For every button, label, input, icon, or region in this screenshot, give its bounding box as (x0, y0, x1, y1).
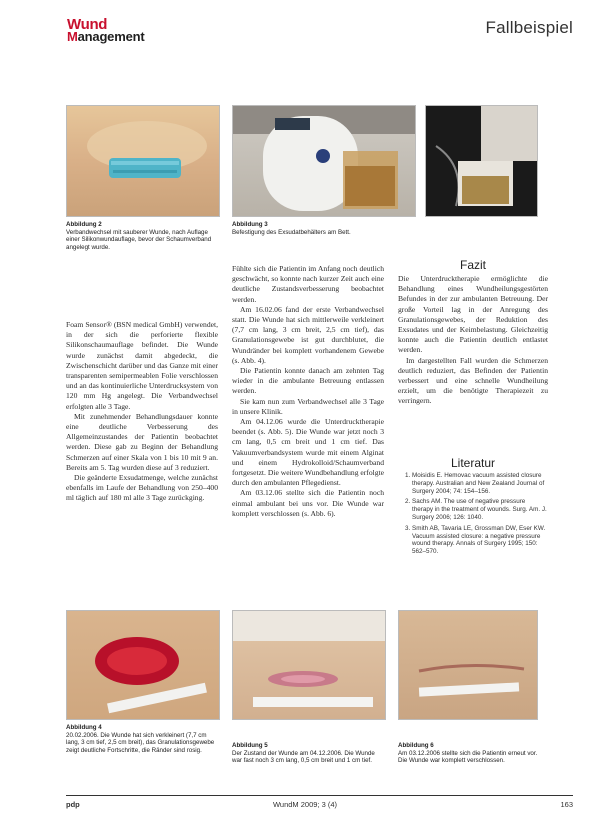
literatur-list (398, 472, 548, 559)
figure-2-image (67, 106, 219, 216)
figure-6-caption (398, 742, 538, 765)
figure-4-text: 20.02.2006. Die Wunde hat sich verkleinert (7,7 cm lang, 3 cm tief, 2,5 cm breit), das Granulationsgewebe zeigt deutliche Fortschritte, die Ränder sind rosig. (66, 731, 215, 754)
col2-paragraph: Am 04.12.06 wurde die Unterdrucktherapie beendet (s. Abb. 5). Die Wunde war jetzt noch 3 cm lang, 0,5 cm breit und 1 cm tief. Das Vakuumverbandsystem wurde mit einem Alginat und einem Hydrokolloid/Schaumverband fortgesetzt. Die weitere Wundbehandlung erfolgte durch den ambulanten Pflegedienst. (232, 417, 385, 488)
reference-item: 3. Smith AB, Tavaria LE, Grossman DW, Eser KW. Vacuum assisted closure: a negative pressure wound therapy. Annals of Surgery 1995; 150: 562–570. (412, 525, 548, 556)
body-column-1 (66, 320, 218, 504)
col2-paragraph: Fühlte sich die Patientin im Anfang noch deutlich geschwächt, so konnte nach kurzer Zeit auch eine deutliche Zustandsverbesserung beobachtet werden. (232, 264, 384, 304)
logo-wund: Wund (67, 16, 108, 33)
fazit-paragraph: Im dargestellten Fall wurden die Schmerzen deutlich reduziert, das Befinden der Patientin verbessert und eine schnelle Wundheilung erzielt, um die benötigte Therapiezeit zu verringern. (398, 355, 548, 406)
figure-2-text: Verbandwechsel mit sauberer Wunde, nach Auflage einer Silikonwundauflage, bevor der Schaumverband angelegt wurde. (66, 228, 212, 251)
col2-paragraph: Die Patientin konnte danach am zehnten Tag wieder in die ambulante Betreuung entlassen werden. (232, 366, 384, 396)
figure-4-image (67, 611, 219, 719)
figure-3-photo-left (232, 105, 416, 217)
figure-2-caption (66, 221, 216, 251)
footer-rule (66, 795, 573, 796)
figure-4-title: Abbildung 4 (66, 724, 102, 731)
logo-management-rest: anagement (77, 29, 145, 44)
footer-left: pdp (66, 800, 80, 809)
figure-4-caption (66, 724, 216, 754)
figure-3-image-right (426, 106, 537, 216)
figure-3-caption (232, 221, 412, 236)
logo-management-initial: M (67, 29, 78, 44)
figure-6-text: Am 03.12.2006 stellte sich die Patientin erneut vor. Die Wunde war komplett verschlossen. (398, 749, 538, 765)
figure-5-title: Abbildung 5 (232, 742, 268, 749)
reference-item: 2. Sachs AM. The use of negative pressure therapy in the treatment of wounds. Surg. Am. J. Surgery 2006; 126: 1040. (412, 498, 548, 521)
figure-2-photo (66, 105, 220, 217)
figure-3-text: Befestigung des Exsudatbehälters am Bett. (232, 228, 351, 236)
figure-2-title: Abbildung 2 (66, 221, 102, 228)
figure-3-image-left (233, 106, 415, 216)
fazit-paragraph: Die Unterdrucktherapie ermöglichte die Behandlung eines Wundheilungsgestörten Befundes in der zur ambulanten Betreuung. Der große Vorteil lag in der Anregung des Granulationsgewebes, der Reduktion des Exsudates und der Keimbelastung. Gleichzeitig konnte auch die Patientin deutlich entlastet werden. (398, 274, 548, 355)
figure-3-photo-right (425, 105, 538, 217)
fazit-text (398, 274, 548, 407)
figure-6-image (399, 611, 537, 719)
fazit-heading: Fazit (459, 258, 486, 272)
figure-6-title: Abbildung 6 (398, 742, 434, 749)
figure-5-photo (232, 610, 386, 720)
col2-paragraph: Am 03.12.06 stellte sich die Patientin noch einmal ambulant bei uns vor. Die Wunde war komplett verschlossen (s. Abb. 6). (232, 488, 384, 518)
logo-management (67, 30, 144, 43)
col1-paragraph: Die geänderte Exsudatmenge, welche zunächst ebenfalls im Laufe der Behandlung von 250–400 ml täglich auf 180 ml alle 3 Tage zurückging. (66, 473, 218, 503)
figure-5-caption (232, 742, 382, 765)
col2-paragraph: Am 16.02.06 fand der erste Verbandwechsel statt. Die Wunde hat sich mittlerweile verkleinert (7,7 cm lang, 3 cm breit, 2,5 cm tief), das Granulationsgewebe ist gut durchblutet, die Wundränder bei komplett vorhandenem Gewebe (s. Abb. 4). (232, 304, 384, 365)
footer-center: WundM 2009; 3 (4) (272, 800, 338, 809)
figure-6-photo (398, 610, 538, 720)
figure-3-title: Abbildung 3 (232, 221, 268, 228)
section-label: Fallbeispiel (485, 18, 573, 37)
body-column-2 (232, 264, 384, 519)
col2-paragraph: Sie kam nun zum Verbandwechsel alle 3 Tage in unsere Klinik. (232, 396, 384, 416)
figure-5-text: Der Zustand der Wunde am 04.12.2006. Die Wunde war fast noch 3 cm lang, 0,5 cm breit und 1 cm tief. (232, 749, 375, 765)
footer-page-number: 163 (560, 800, 573, 809)
col1-paragraph: Mit zunehmender Behandlungsdauer konnte eine deutliche Verbesserung des Allgemeinzustandes der Patientin beobachtet werden. Diese gab zu Beginn der Behandlung Schmerzen auf einer Skala von 1 bis 10 mit 9 an. Bereits am 5. Tag wurden diese auf 3 reduziert. (66, 411, 218, 472)
reference-item: 1. Moisidis E. Hemovac vacuum assisted closure therapy. Australian and New Zealand Journal of Surgery 2004; 74: 154–156. (412, 472, 548, 495)
figure-5-image (233, 611, 385, 719)
figure-4-photo (66, 610, 220, 720)
col1-paragraph: Foam Sensor® (BSN medical GmbH) verwendet, in der sich die perforierte flexible Silikonschaumauflage befindet. Die Wunde wurde zunächst damit abgedeckt, die Zwischenschicht darüber und das Ganze mit einer transparenten semipermeablen Folie verschlossen und an das kontinuierliche Unterdrucksystem von 120 mm Hg angelegt. Die Verbandwechsel erfolgten alle 3 Tage. (66, 320, 218, 411)
literatur-heading: Literatur (450, 456, 496, 470)
